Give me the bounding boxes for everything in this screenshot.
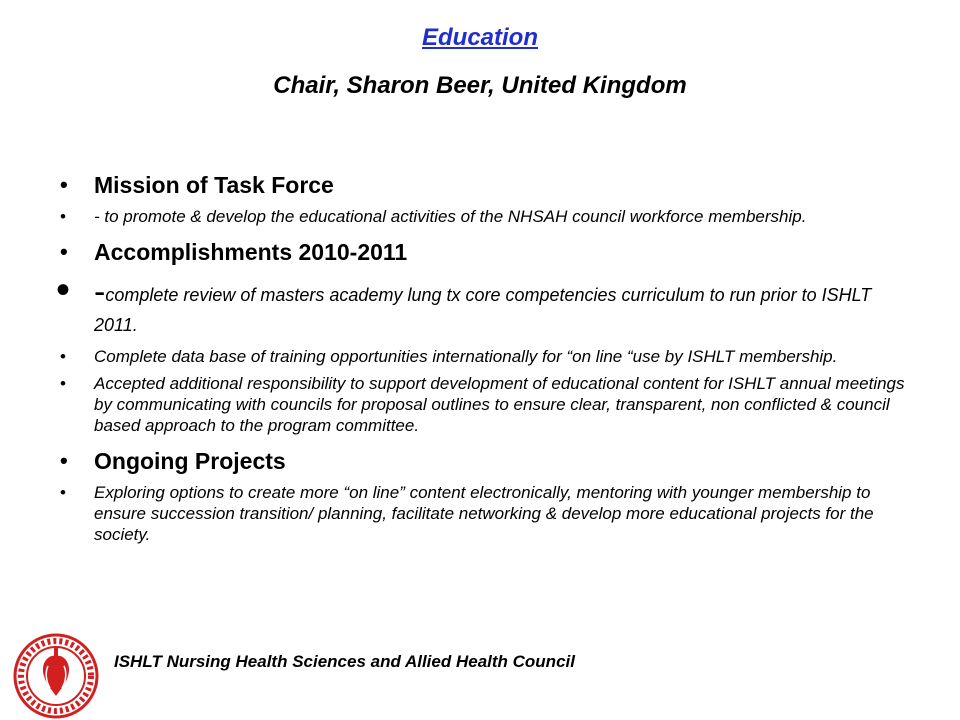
footer-council-name: ISHLT Nursing Health Sciences and Allied Health Council xyxy=(114,652,575,671)
list-item-accomplishments-heading xyxy=(56,237,906,267)
page-title-link[interactable]: Education xyxy=(421,24,538,51)
accomplishments-heading: Accomplishments 2010-2011 xyxy=(94,239,408,265)
page-subtitle: Chair, Sharon Beer, United Kingdom xyxy=(273,72,687,99)
mission-heading: Mission of Task Force xyxy=(94,172,334,198)
list-item-mission-text xyxy=(56,206,906,227)
list-item-accomplishment-1 xyxy=(56,268,906,340)
list-item-ongoing-text xyxy=(56,482,906,545)
dash-mark: - xyxy=(94,273,106,311)
mission-text: - to promote & develop the educational activities of the NHSAH council workforce membership. xyxy=(94,207,807,226)
bullet-icon: • xyxy=(60,448,68,473)
ongoing-heading: Ongoing Projects xyxy=(94,448,286,474)
list-item-accomplishment-2 xyxy=(56,346,906,367)
bullet-icon: • xyxy=(60,374,66,393)
accomplishment-1-text: complete review of masters academy lung tx core competencies curriculum to run prior to ISHLT 2011. xyxy=(94,285,872,335)
ongoing-text: Exploring options to create more “on line” content electronically, mentoring with younger membership to ensure succession transition/ planning, facilitate networking & develop more educational projects for the society. xyxy=(94,483,874,544)
bullet-icon: • xyxy=(60,347,66,366)
list-item-mission-heading xyxy=(56,170,906,200)
bullet-icon: • xyxy=(60,207,66,226)
accomplishment-2-text: Complete data base of training opportunities internationally for “on line “use by ISHLT membership. xyxy=(94,347,838,366)
bullet-icon: • xyxy=(60,239,68,264)
bullet-icon: • xyxy=(60,483,66,502)
ishlt-logo-icon xyxy=(12,632,100,720)
bullet-list xyxy=(56,170,906,545)
list-item-ongoing-heading xyxy=(56,446,906,476)
bullet-icon: • xyxy=(56,268,71,312)
bullet-icon: • xyxy=(60,172,68,197)
accomplishment-3-text: Accepted additional responsibility to support development of educational content for ISHLT annual meetings by communicating with councils for proposal outlines to ensure clear, transparent, non conflicted & council based approach to the program committee. xyxy=(94,374,905,435)
list-item-accomplishment-3 xyxy=(56,373,906,436)
